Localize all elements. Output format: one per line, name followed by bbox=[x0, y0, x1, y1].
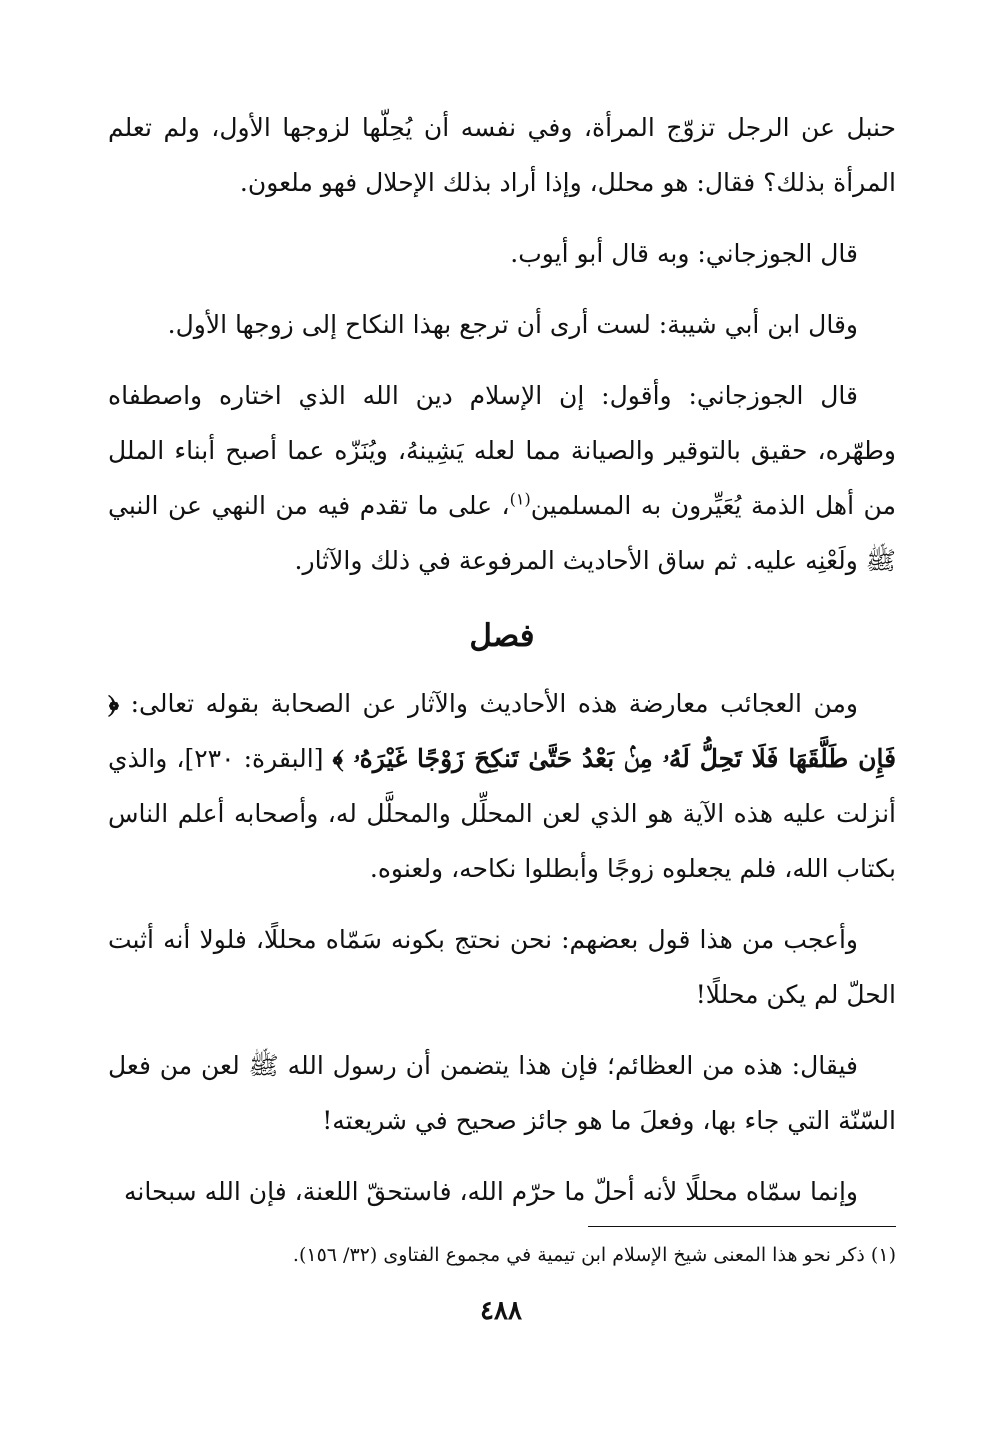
paragraph bbox=[108, 676, 896, 896]
footnote-divider bbox=[588, 1226, 896, 1227]
paragraph-text: ، على ما تقدم فيه من النهي عن النبي ﷺ ولَعْنِه عليه. ثم ساق الأحاديث المرفوعة في ذلك والآثار. bbox=[108, 491, 896, 575]
paragraph: وإنما سمّاه محللًا لأنه أحلّ ما حرّم الله، فاستحقّ اللعنة، فإن الله سبحانه bbox=[124, 1177, 858, 1206]
paragraph: وأعجب من هذا قول بعضهم: نحن نحتج بكونه سَمّاه محللًا، فلولا أنه أثبت الحلّ لم يكن محللًا! bbox=[108, 925, 896, 1009]
section-heading: فصل bbox=[469, 618, 535, 654]
main-text bbox=[108, 100, 896, 1235]
quran-verse: ﴿ فَإِن طَلَّقَهَا فَلَا تَحِلُّ لَهُۥ مِنۢ بَعْدُ حَتَّىٰ تَنكِحَ زَوْجًا غَيْرَهُۥ ﴾ bbox=[108, 689, 897, 773]
footnote: (١) ذكر نحو هذا المعنى شيخ الإسلام ابن تيمية في مجموع الفتاوى (٣٢/ ١٥٦). bbox=[292, 1244, 896, 1266]
paragraph-text: ومن العجائب معارضة هذه الأحاديث والآثار عن الصحابة بقوله تعالى: bbox=[119, 689, 858, 718]
footnote-reference[interactable]: (١) bbox=[509, 489, 531, 509]
page-number: ٤٨٨ bbox=[480, 1296, 522, 1326]
paragraph-text: قال الجوزجاني: وأقول: إن الإسلام دين الله الذي اختاره واصطفاه وطهّره، حقيق بالتوقير والصيانة مما لعله يَشِينهُ، ويُنَزّه عما أصبح أبناء الملل من أهل الذمة يُعَيِّرون به المسلمين bbox=[108, 381, 896, 520]
paragraph bbox=[108, 368, 896, 588]
paragraph-text: ، والذي أنزلت عليه هذه الآية هو الذي لعن المحلِّل والمحلَّل له، وأصحابه أعلم الناس بكتاب الله، فلم يجعلوه زوجًا وأبطلوا نكاحه، ولعنوه. bbox=[108, 744, 896, 883]
paragraph: قال الجوزجاني: وبه قال أبو أيوب. bbox=[510, 239, 858, 268]
paragraph: فيقال: هذه من العظائم؛ فإن هذا يتضمن أن رسول الله ﷺ لعن من فعل السّنّة التي جاء بها، وفعلَ ما هو جائز صحيح في شريعته! bbox=[108, 1051, 896, 1135]
verse-reference: [البقرة: ٢٣٠] bbox=[184, 744, 333, 773]
paragraph-continued: حنبل عن الرجل تزوّج المرأة، وفي نفسه أن يُحِلّها لزوجها الأول، ولم تعلم المرأة بذلك؟ فقال: هو محلل، وإذا أراد بذلك الإحلال فهو ملعون. bbox=[108, 113, 896, 197]
paragraph: وقال ابن أبي شيبة: لست أرى أن ترجع بهذا النكاح إلى زوجها الأول. bbox=[167, 310, 858, 339]
